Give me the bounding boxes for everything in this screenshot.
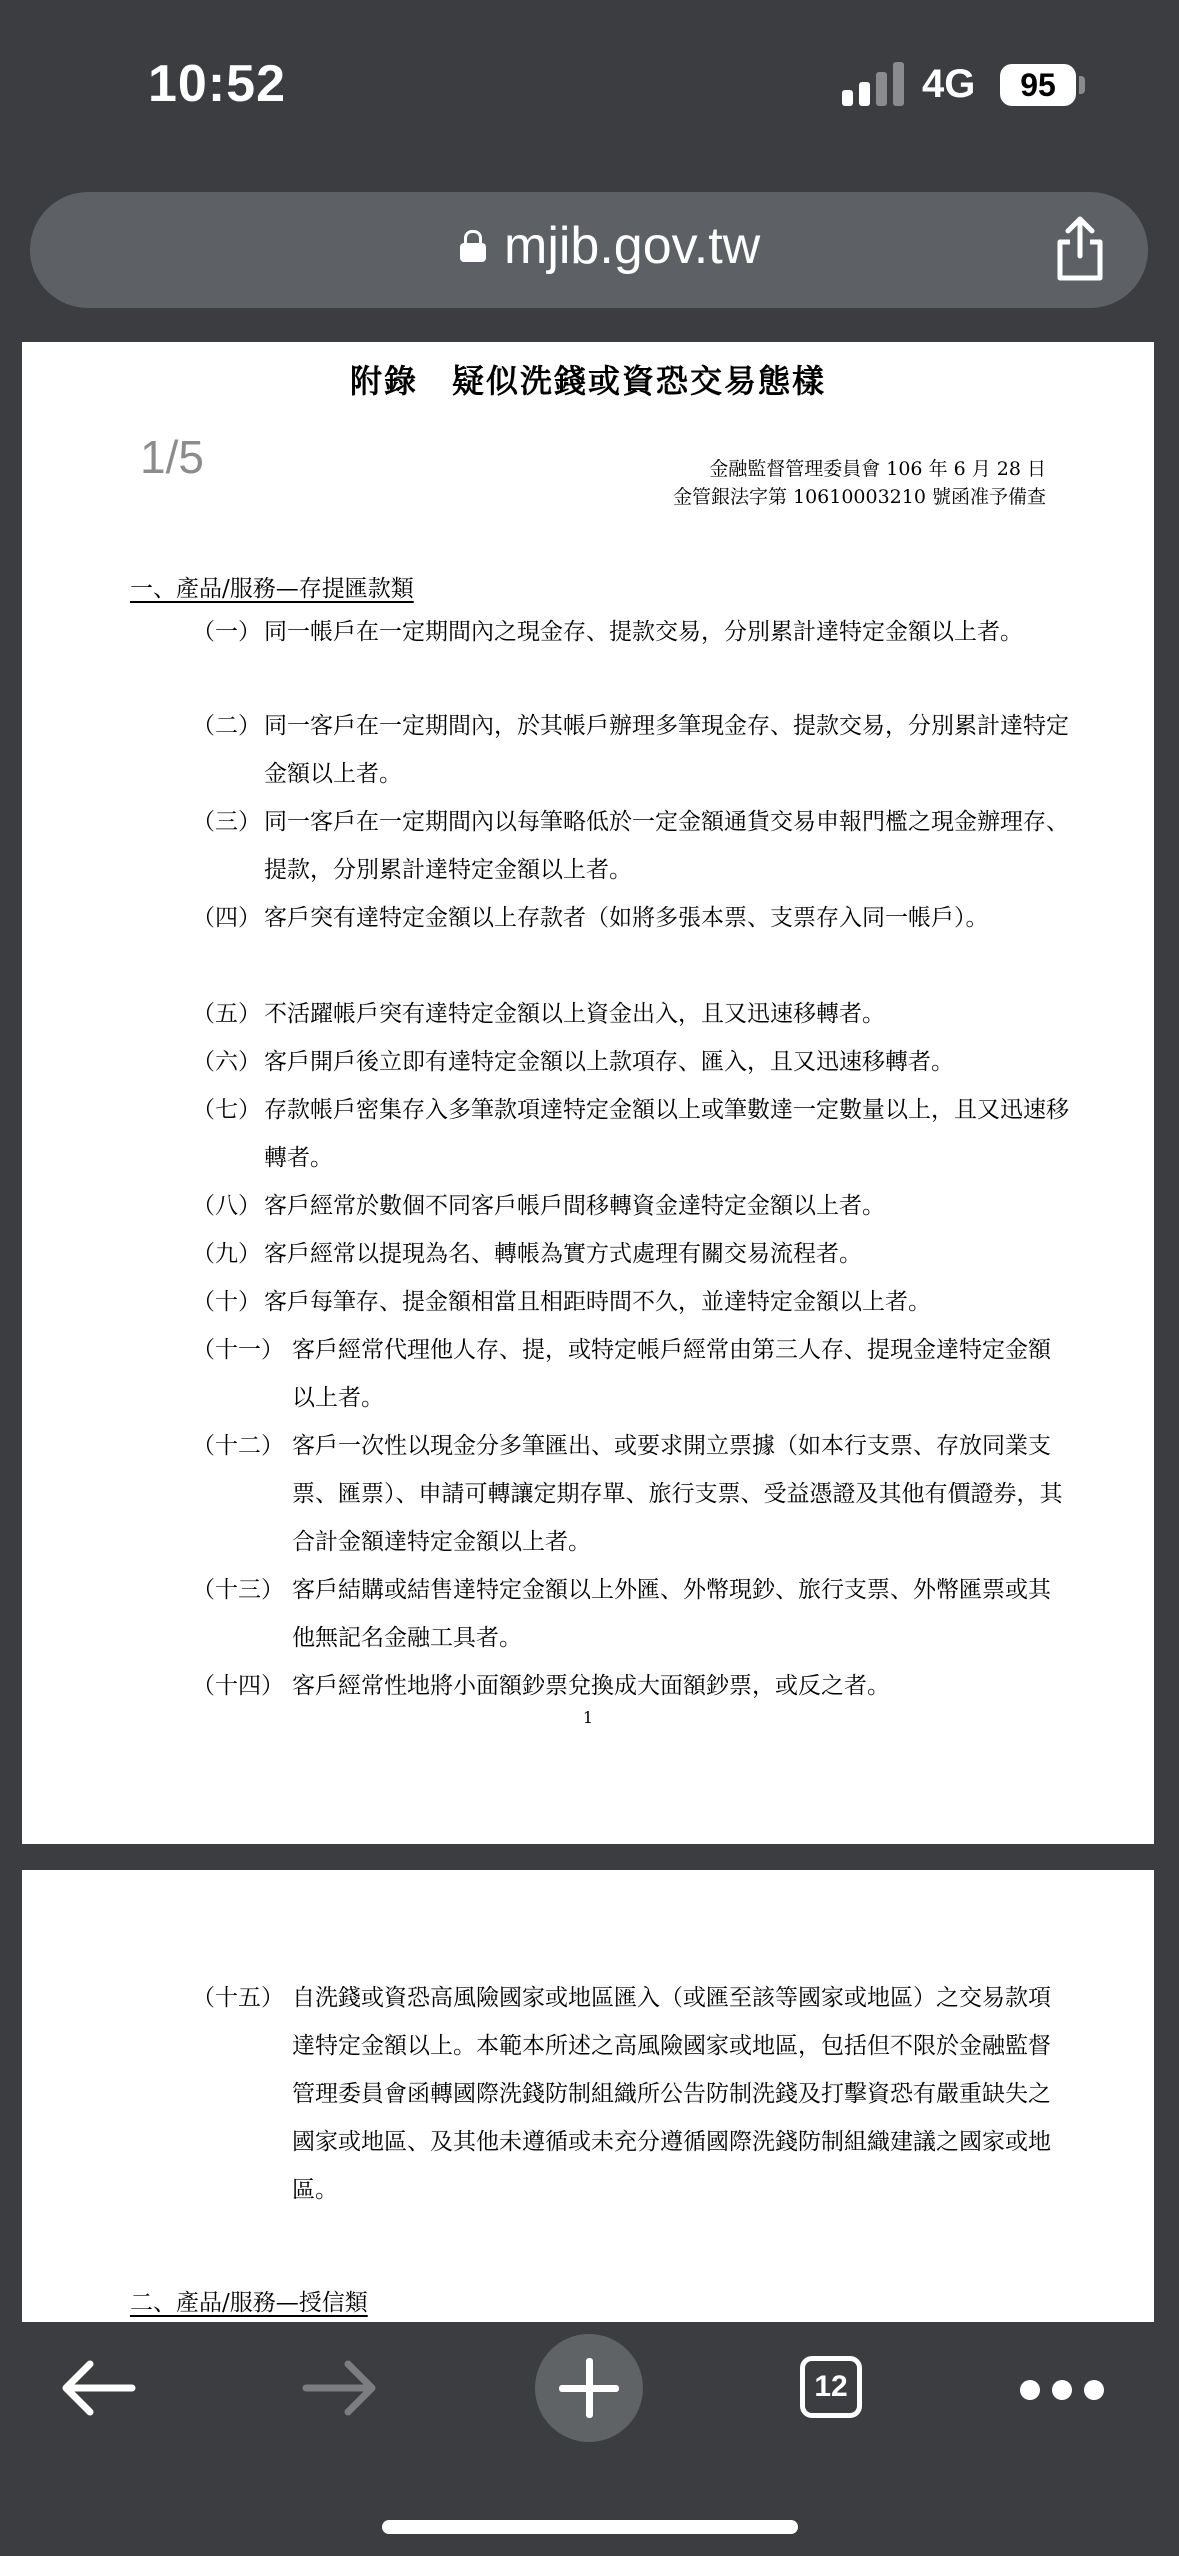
list-item: （七） 存款帳戶密集存入多筆款項達特定金額以上或筆數達一定數量以上，且又迅速移轉者。 xyxy=(192,1097,1069,1171)
document-title: 附錄 疑似洗錢或資恐交易態樣 xyxy=(349,362,826,400)
home-indicator[interactable] xyxy=(382,2520,798,2534)
pdf-page-1 xyxy=(22,342,1154,1844)
battery-icon: 95 xyxy=(1000,64,1076,106)
pdf-page-2 xyxy=(22,1870,1154,2322)
list-item: （五） 不活躍帳戶突有達特定金額以上資金出入，且又迅速移轉者。 xyxy=(192,1001,885,1027)
list-item: （十三） 客戶結購或結售達特定金額以上外匯、外幣現鈔、旅行支票、外幣匯票或其他無記名金融工具者。 xyxy=(192,1577,1051,1651)
pdf-viewer[interactable] xyxy=(0,342,1179,2322)
reference-line-2: 金管銀法字第 10610003210 號函准予備查 xyxy=(672,486,1046,508)
list-item: （十四） 客戶經常性地將小面額鈔票兌換成大面額鈔票，或反之者。 xyxy=(192,1673,890,1699)
back-arrow-icon[interactable] xyxy=(58,2356,138,2420)
list-item: （四） 客戶突有達特定金額以上存款者（如將多張本票、支票存入同一帳戶）。 xyxy=(192,905,989,931)
list-item: （二） 同一客戶在一定期間內，於其帳戶辦理多筆現金存、提款交易，分別累計達特定金額以上者。 xyxy=(192,713,1069,787)
lock-icon xyxy=(460,230,486,260)
more-menu-icon[interactable] xyxy=(1020,2380,1104,2400)
clock: 10:52 xyxy=(148,55,286,113)
share-icon[interactable] xyxy=(1050,214,1110,284)
tab-switcher-button[interactable]: 12 xyxy=(800,2356,862,2418)
list-item: （三） 同一客戶在一定期間內以每筆略低於一定金額通貨交易申報門檻之現金辦理存、提款，分別累計達特定金額以上者。 xyxy=(192,809,1069,883)
browser-toolbar xyxy=(0,2322,1179,2556)
list-item: （十一） 客戶經常代理他人存、提，或特定帳戶經常由第三人存、提現金達特定金額以上者。 xyxy=(192,1337,1051,1411)
list-item: （九） 客戶經常以提現為名、轉帳為實方式處理有關交易流程者。 xyxy=(192,1241,862,1267)
battery-tip xyxy=(1079,76,1085,94)
list-item: （一） 同一帳戶在一定期間內之現金存、提款交易，分別累計達特定金額以上者。 xyxy=(192,619,1023,645)
cellular-signal-icon xyxy=(842,62,904,106)
reference-line-1: 金融監督管理委員會 106 年 6 月 28 日 xyxy=(709,458,1046,480)
list-item: （八） 客戶經常於數個不同客戶帳戶間移轉資金達特定金額以上者。 xyxy=(192,1193,885,1219)
list-item: （十五） 自洗錢或資恐高風險國家或地區匯入（或匯至該等國家或地區）之交易款項達特定金額以上。本範本所述之高風險國家或地區，包括但不限於金融監督管理委員會函轉國際洗錢防制組織所公告防制洗錢及打擊資恐有嚴重缺失之國家或地區、及其他未遵循或未充分遵循國際洗錢防制組織建議之國家或地區。 xyxy=(192,1985,1051,2203)
list-item: （十二） 客戶一次性以現金分多筆匯出、或要求開立票據（如本行支票、存放同業支票、匯票）、申請可轉讓定期存單、旅行支票、受益憑證及其他有價證券，其合計金額達特定金額以上者。 xyxy=(192,1433,1063,1555)
list-item: （六） 客戶開戶後立即有達特定金額以上款項存、匯入，且又迅速移轉者。 xyxy=(192,1049,954,1075)
list-item: （十） 客戶每筆存、提金額相當且相距時間不久，並達特定金額以上者。 xyxy=(192,1289,931,1315)
page-footer-number: 1 xyxy=(582,1708,594,1727)
section-heading-1: 一、產品/服務—存提匯款類 xyxy=(130,576,414,602)
address-bar[interactable] xyxy=(30,192,1148,308)
url-text[interactable]: mjib.gov.tw xyxy=(504,217,761,275)
page-indicator: 1/5 xyxy=(140,431,204,483)
new-tab-button[interactable] xyxy=(535,2334,643,2442)
section-heading-2: 二、產品/服務—授信類 xyxy=(130,2290,368,2316)
forward-arrow-icon[interactable] xyxy=(300,2356,380,2420)
network-type: 4G xyxy=(922,62,976,106)
status-bar xyxy=(0,0,1179,180)
